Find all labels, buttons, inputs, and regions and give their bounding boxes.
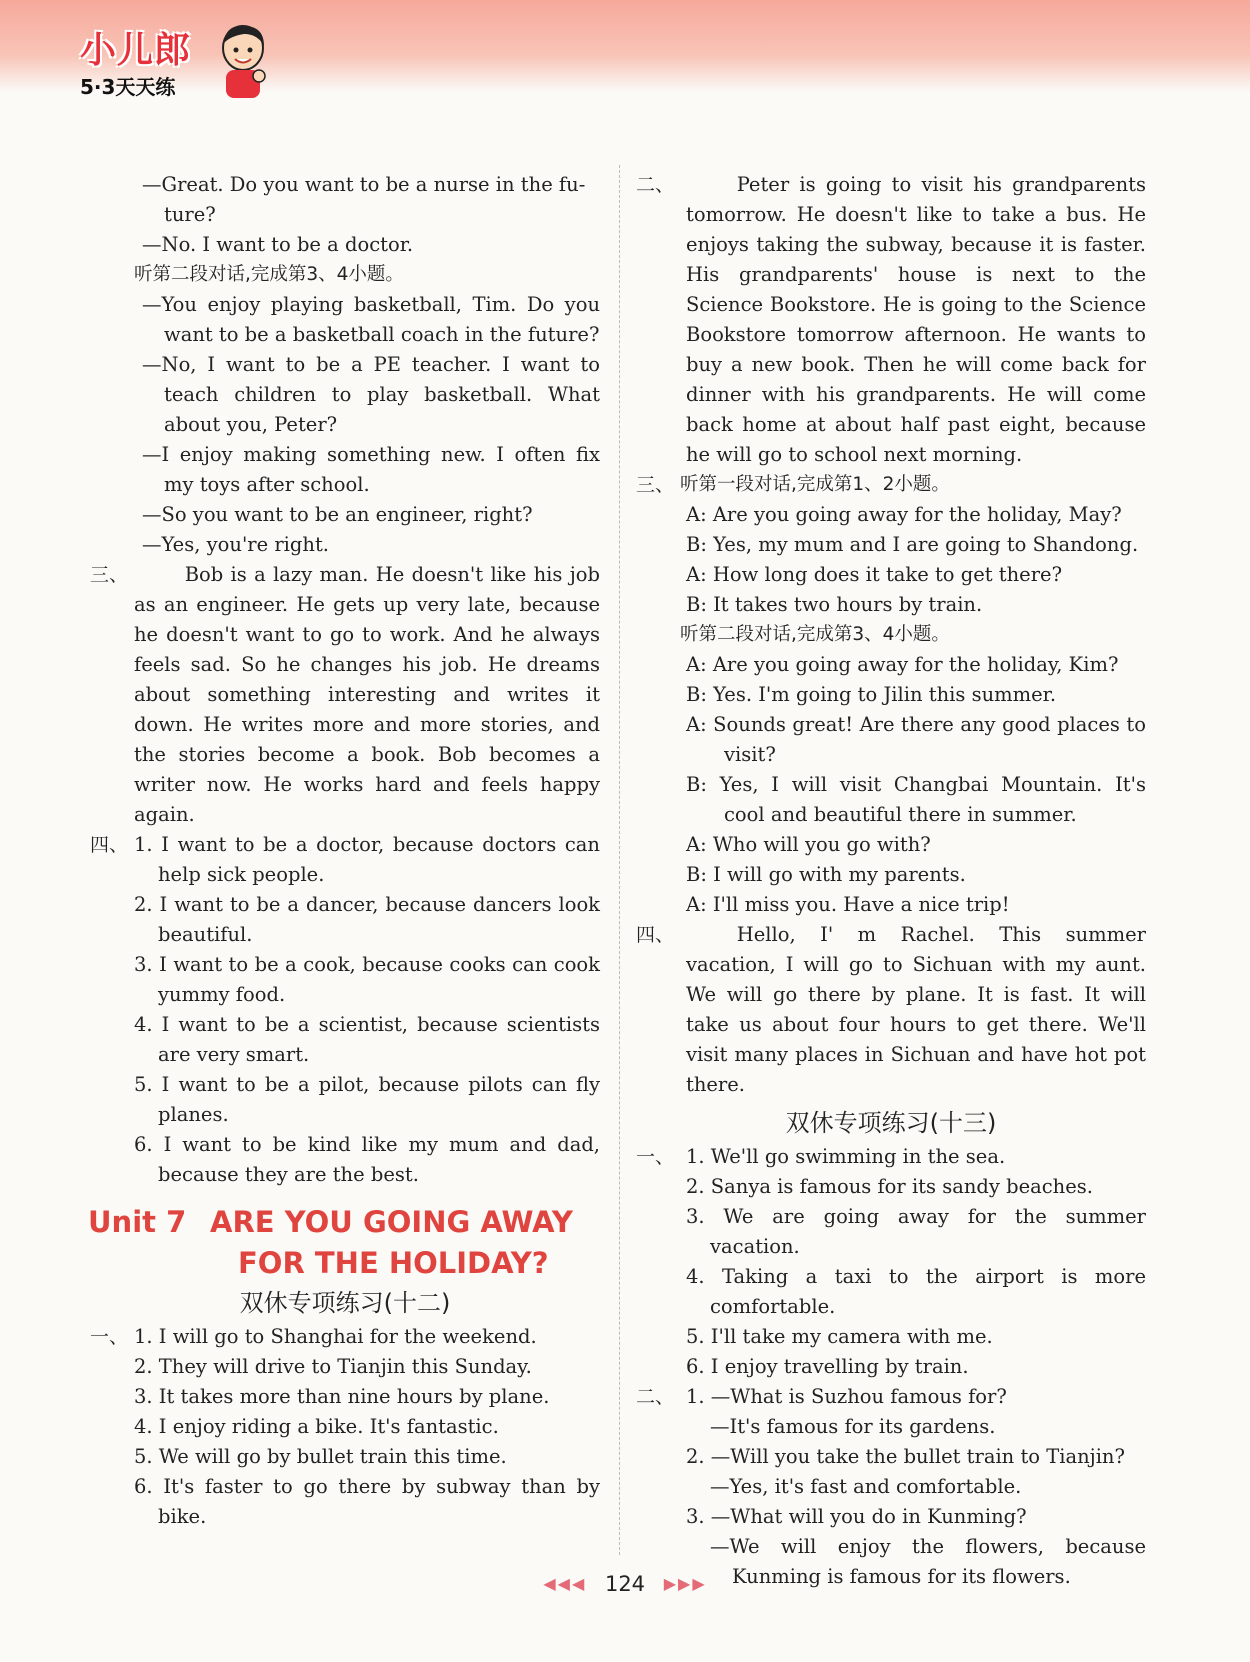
list-item: 5. I want to be a pilot, because pilots can fly planes. xyxy=(134,1073,600,1126)
list-item: 1. I will go to Shanghai for the weekend. xyxy=(134,1325,537,1348)
brand-subtitle: 5·3天天练 xyxy=(80,75,176,99)
list-item: 1. We'll go swimming in the sea. xyxy=(686,1145,1006,1168)
left-column xyxy=(90,170,600,1532)
list-item: 6. I enjoy travelling by train. xyxy=(686,1355,969,1378)
dialog-block xyxy=(90,290,600,560)
dialog-line: A: Who will you go with? xyxy=(686,833,931,856)
dialog-line: A: I'll miss you. Have a nice trip! xyxy=(686,893,1010,916)
dialog-line: B: Yes, my mum and I are going to Shandong. xyxy=(686,533,1139,556)
dialog-line: B: Yes, I will visit Changbai Mountain. It's cool and beautiful there in summer. xyxy=(686,773,1146,826)
section-two xyxy=(636,170,1146,470)
dialog-line: —You enjoy playing basketball, Tim. Do you want to be a basketball coach in the future? xyxy=(142,293,600,346)
list-item: 5. We will go by bullet train this time. xyxy=(134,1445,507,1468)
list-item: 2. Sanya is famous for its sandy beaches. xyxy=(686,1175,1093,1198)
section-marker: 四、 xyxy=(636,924,675,946)
list-item: 4. I enjoy riding a bike. It's fantastic. xyxy=(134,1415,499,1438)
section-four xyxy=(90,830,600,1190)
unit-title-line1: ARE YOU GOING AWAY xyxy=(210,1205,573,1239)
list-item: 3. I want to be a cook, because cooks can cook yummy food. xyxy=(134,953,600,1006)
list-item: 3. It takes more than nine hours by plane. xyxy=(134,1385,550,1408)
listening-instruction: 听第一段对话,完成第1、2小题。 xyxy=(680,474,950,495)
practice-section-two xyxy=(636,1382,1146,1592)
listening-instruction: 听第二段对话,完成第3、4小题。 xyxy=(134,264,404,285)
list-item: 3. We are going away for the summer vacation. xyxy=(686,1205,1146,1258)
section-four xyxy=(636,920,1146,1100)
section-three xyxy=(636,470,1146,920)
dialog-line: B: Yes. I'm going to Jilin this summer. xyxy=(686,683,1057,706)
answer-line: —We will enjoy the flowers, because Kunming is famous for its flowers. xyxy=(710,1535,1146,1588)
dialog-line: —Great. Do you want to be a nurse in the fu- xyxy=(142,173,586,196)
section-marker: 一、 xyxy=(636,1146,675,1168)
practice-section-one xyxy=(90,1322,600,1532)
section-marker: 三、 xyxy=(636,474,675,496)
section-marker: 二、 xyxy=(636,174,675,196)
column-divider xyxy=(619,165,620,1555)
passage-text: Bob is a lazy man. He doesn't like his job as an engineer. He gets up very late, because he doesn't want to go to work. And he always feels sad. So he changes his job. He dreams about something interesting and writes it down. He writes more and more stories, and the stories become a book. Bob becomes a writer now. He works hard and feels happy again. xyxy=(134,563,600,826)
dialog-line: A: How long does it take to get there? xyxy=(686,563,1063,586)
list-item: 4. Taking a taxi to the airport is more comfortable. xyxy=(686,1265,1146,1318)
dialog-line: —So you want to be an engineer, right? xyxy=(142,503,533,526)
dialog-line: A: Sounds great! Are there any good places to visit? xyxy=(686,713,1146,766)
unit-label: Unit 7 xyxy=(88,1205,187,1239)
list-item: 5. I'll take my camera with me. xyxy=(686,1325,993,1348)
dialog-line: B: It takes two hours by train. xyxy=(686,593,983,616)
answer-line: —Yes, it's fast and comfortable. xyxy=(710,1475,1022,1498)
practice-title: 双休专项练习(十二) xyxy=(239,1289,451,1317)
question-line: 3. —What will you do in Kunming? xyxy=(686,1505,1027,1528)
list-item: 6. I want to be kind like my mum and dad, because they are the best. xyxy=(134,1133,600,1186)
dialog-line: —Yes, you're right. xyxy=(142,533,329,556)
unit-heading xyxy=(88,1202,600,1284)
dialog-line: —No, I want to be a PE teacher. I want to teach children to play basketball. What about you, Peter? xyxy=(142,353,600,436)
practice-title: 双休专项练习(十三) xyxy=(785,1109,997,1137)
section-marker: 一、 xyxy=(90,1326,129,1348)
right-arrows-icon: ▶▶▶ xyxy=(663,1574,707,1593)
mascot-icon xyxy=(214,22,272,100)
dialog-line: ture? xyxy=(164,203,216,226)
list-item: 4. I want to be a scientist, because scientists are very smart. xyxy=(134,1013,600,1066)
section-three xyxy=(90,560,600,830)
listening-instruction: 听第二段对话,完成第3、4小题。 xyxy=(680,624,950,645)
left-arrows-icon: ◀◀◀ xyxy=(543,1574,587,1593)
unit-title-line2: FOR THE HOLIDAY? xyxy=(238,1246,549,1280)
dialog-line: A: Are you going away for the holiday, May? xyxy=(686,503,1122,526)
question-line: 1. —What is Suzhou famous for? xyxy=(686,1385,1007,1408)
list-item: 2. I want to be a dancer, because dancers look beautiful. xyxy=(134,893,600,946)
right-column xyxy=(636,170,1146,1592)
question-line: 2. —Will you take the bullet train to Tianjin? xyxy=(686,1445,1125,1468)
passage-text: Peter is going to visit his grandparents tomorrow. He doesn't like to take a bus. He enjoys taking the subway, because it is faster. His grandparents' house is next to the Science Bookstore. He is going to the Science Bookstore tomorrow afternoon. He wants to buy a new book. Then he will come back for dinner with his grandparents. He will come back home at about half past eight, because he will go to school next morning. xyxy=(686,173,1146,466)
list-item: 6. It's faster to go there by subway than by bike. xyxy=(134,1475,600,1528)
brand-title: 小儿郎 xyxy=(80,30,192,71)
section-marker: 四、 xyxy=(90,834,129,856)
dialog-line: —I enjoy making something new. I often fix my toys after school. xyxy=(142,443,600,496)
answer-line: —It's famous for its gardens. xyxy=(710,1415,996,1438)
section-marker: 二、 xyxy=(636,1386,675,1408)
list-item: 1. I want to be a doctor, because doctors can help sick people. xyxy=(134,833,600,886)
dialog-line: —No. I want to be a doctor. xyxy=(142,233,414,256)
list-item: 2. They will drive to Tianjin this Sunday. xyxy=(134,1355,532,1378)
section-marker: 三、 xyxy=(90,564,129,586)
brand-logo xyxy=(80,22,191,100)
passage-text: Hello, I' m Rachel. This summer vacation, I will go to Sichuan with my aunt. We will go there by plane. It is fast. It will take us about four hours to get there. We'll visit many places in Sichuan and have hot pot there. xyxy=(686,923,1146,1096)
page-number: 124 xyxy=(604,1572,646,1596)
intro-dialog xyxy=(90,170,600,260)
dialog-line: A: Are you going away for the holiday, Kim? xyxy=(686,653,1119,676)
page-footer xyxy=(0,1572,1250,1596)
practice-section-one xyxy=(636,1142,1146,1382)
dialog-line: B: I will go with my parents. xyxy=(686,863,966,886)
